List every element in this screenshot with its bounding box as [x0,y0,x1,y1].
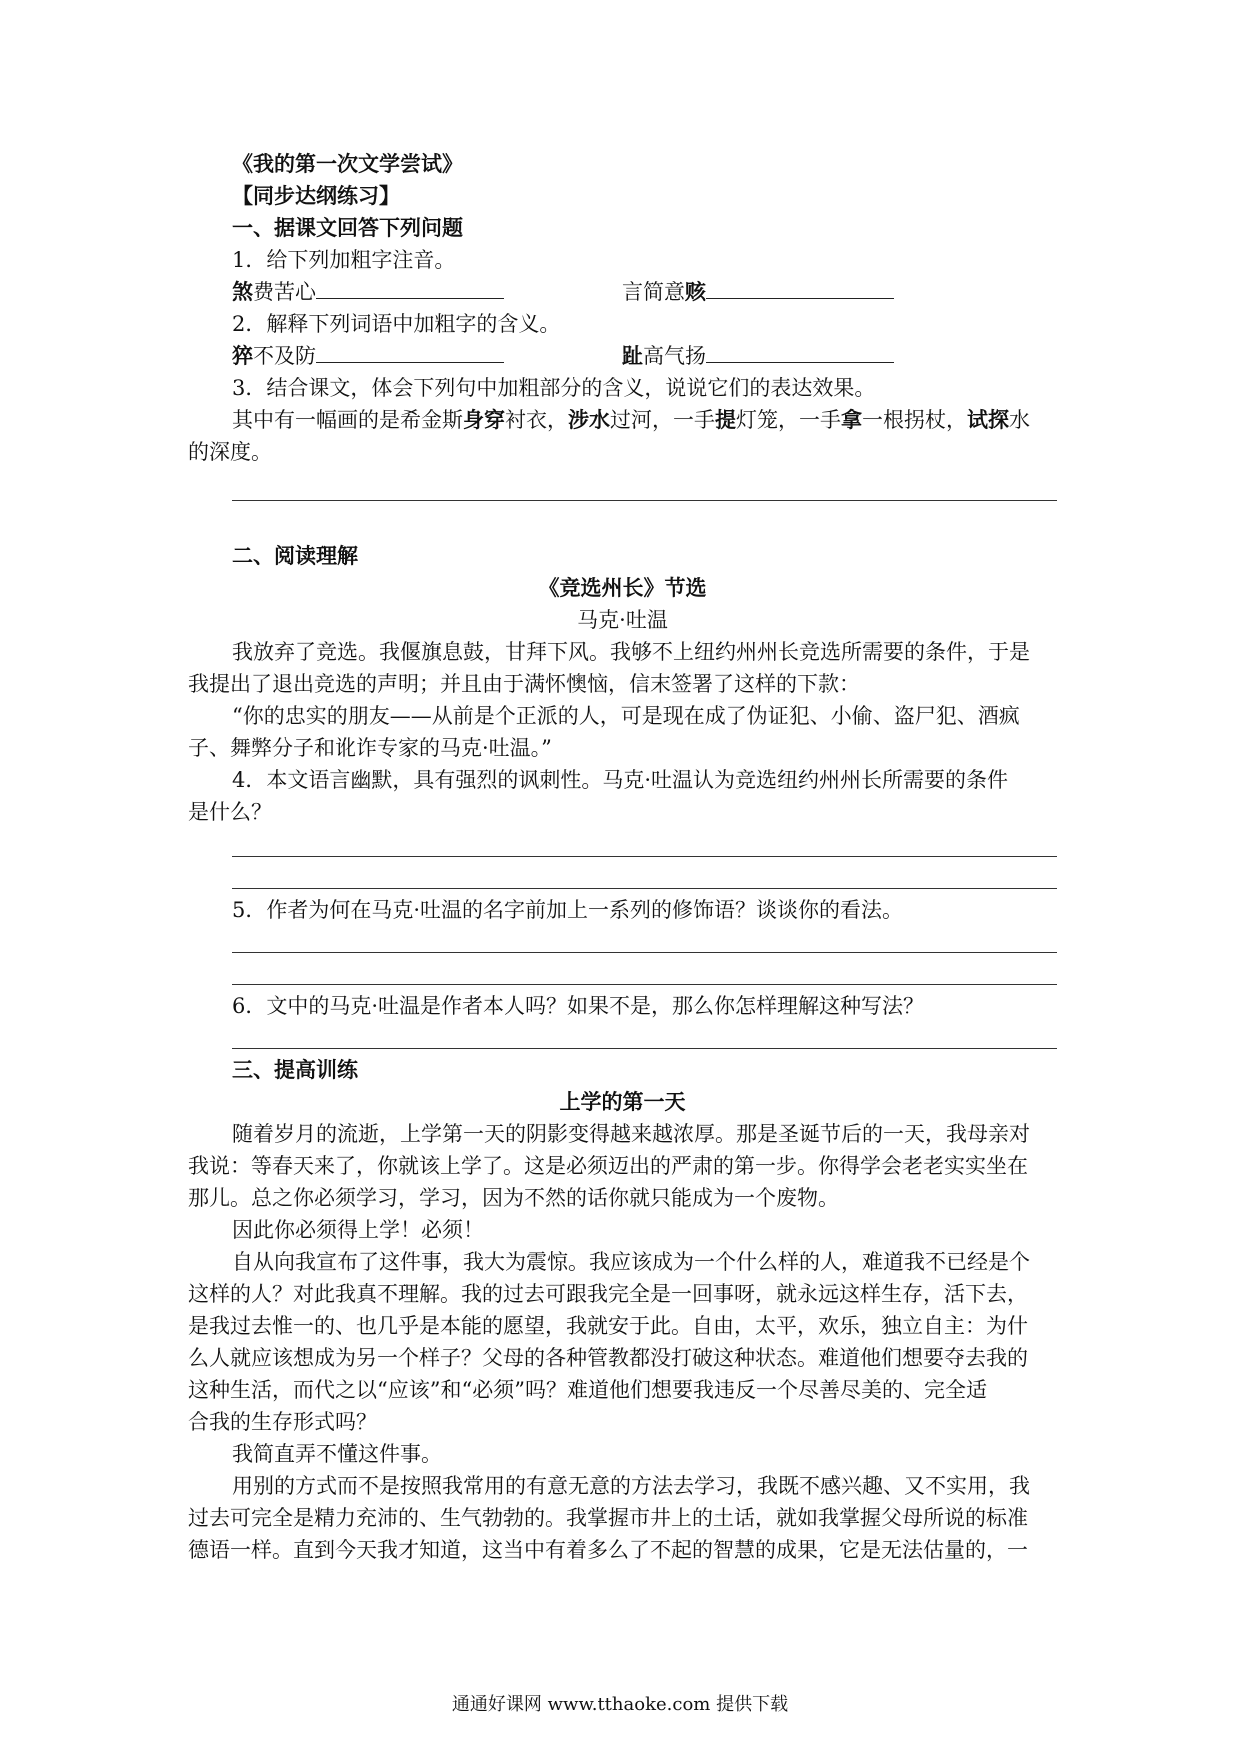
passage1-para1-line1: 我放弃了竞选。我偃旗息鼓，甘拜下风。我够不上纽约州州长竞选所需要的条件，于是 [232,640,1030,664]
q1-item2-answer-blank[interactable] [706,276,894,299]
q2-item1-bold: 猝 [232,343,253,368]
q4-answer-line-1[interactable] [232,856,1057,857]
passage2-title: 上学的第一天 [559,1089,686,1114]
passage2-line: 用别的方式而不是按照我常用的有意无意的方法去学习，我既不感兴趣、又不实用，我 [232,1474,1030,1498]
q2-item1-rest: 不及防 [253,344,316,368]
q5-answer-line-2[interactable] [232,984,1057,985]
passage2-line: 合我的生存形式吗？ [188,1410,377,1434]
q2-item1-answer-blank[interactable] [316,340,504,363]
q3-bold-text: 身穿 [463,407,505,432]
passage2-line: 随着岁月的流逝，上学第一天的阴影变得越来越浓厚。那是圣诞节后的一天，我母亲对 [232,1122,1030,1146]
q2-item2-rest: 高气扬 [643,344,706,368]
section3-heading: 三、提高训练 [232,1057,358,1082]
passage1-quote-line2: 子、舞弊分子和讹诈专家的马克·吐温。” [188,736,552,760]
question-4-line2: 是什么？ [188,800,272,824]
q1-item1-bold: 煞 [232,279,253,304]
q5-answer-line-1[interactable] [232,952,1057,953]
q3-text: 一根拐杖， [862,408,967,432]
passage2-line: 我说：等春天来了，你就该上学了。这是必须迈出的严肃的第一步。你得学会老老实实坐在 [188,1154,1028,1178]
section2-heading: 二、阅读理解 [232,543,358,568]
q1-item1-answer-blank[interactable] [316,276,504,299]
passage2-line: 过去可完全是精力充沛的、生气勃勃的。我掌握市井上的土话，就如我掌握父母所说的标准 [188,1506,1028,1530]
q6-answer-line[interactable] [232,1048,1057,1049]
q4-answer-line-2[interactable] [232,888,1057,889]
question-3: 3．结合课文，体会下列句中加粗部分的含义，说说它们的表达效果。 [232,376,876,400]
q3-bold-text: 提 [715,407,736,432]
q3-bold-text: 涉水 [568,407,610,432]
q3-text: 衬衣， [505,408,568,432]
passage1-para1-line2: 我提出了退出竞选的声明；并且由于满怀懊恼，信末签署了这样的下款： [188,672,860,696]
question-1: 1．给下列加粗字注音。 [232,248,456,272]
question-4-line1: 4．本文语言幽默，具有强烈的讽刺性。马克·吐温认为竞选纽约州州长所需要的条件 [232,768,1009,792]
passage1-author: 马克·吐温 [577,608,668,632]
section1-heading: 一、据课文回答下列问题 [232,215,463,240]
passage2-line: 这种生活，而代之以“应该”和“必须”吗？难道他们想要我违反一个尽善尽美的、完全适 [188,1378,987,1402]
q3-text: 灯笼，一手 [736,408,841,432]
q2-item2 [622,340,922,372]
passage2-line: 我简直弄不懂这件事。 [232,1442,442,1466]
passage2-line: 自从向我宣布了这件事，我大为震惊。我应该成为一个什么样的人，难道我不已经是个 [232,1250,1030,1274]
document-title: 《我的第一次文学尝试》 [232,151,463,176]
question-6: 6．文中的马克·吐温是作者本人吗？如果不是，那么你怎样理解这种写法？ [232,994,925,1018]
q1-item1-rest: 费苦心 [253,280,316,304]
q2-item2-answer-blank[interactable] [706,340,894,363]
q3-bold-text: 试探 [967,407,1009,432]
q2-item2-bold: 趾 [622,343,643,368]
passage2-line: 这样的人？对此我真不理解。我的过去可跟我完全是一回事呀，就永远这样生存，活下去， [188,1282,1028,1306]
passage2-line: 因此你必须得上学！必须！ [232,1218,484,1242]
passage2-line: 德语一样。直到今天我才知道，这当中有着多么了不起的智慧的成果，它是无法估量的，一 [188,1538,1028,1562]
q1-item2-bold: 赅 [685,279,706,304]
q3-sentence-line1 [232,404,1057,436]
passage1-quote-line1: “你的忠实的朋友——从前是个正派的人，可是现在成了伪证犯、小偷、盗尸犯、酒疯 [232,704,1020,728]
q3-bold-text: 拿 [841,407,862,432]
page-footer: 通通好课网 www.tthaoke.com 提供下载 [451,1694,789,1715]
q1-item2-pre: 言简意 [622,280,685,304]
q3-text: 过河，一手 [610,408,715,432]
exercise-heading: 【同步达纲练习】 [232,183,400,208]
q3-answer-line[interactable] [232,500,1057,501]
question-2: 2．解释下列词语中加粗字的含义。 [232,312,561,336]
q3-sentence-line2: 的深度。 [188,440,272,464]
passage2-line: 么人就应该想成为另一个样子？父母的各种管教都没打破这种状态。难道他们想要夺去我的 [188,1346,1028,1370]
passage2-line: 那儿。总之你必须学习，学习，因为不然的话你就只能成为一个废物。 [188,1186,839,1210]
passage2-line: 是我过去惟一的、也几乎是本能的愿望，我就安于此。自由，太平，欢乐，独立自主：为什 [188,1314,1028,1338]
q3-text: 水 [1009,408,1030,432]
question-5: 5．作者为何在马克·吐温的名字前加上一系列的修饰语？谈谈你的看法。 [232,898,904,922]
q3-text: 其中有一幅画的是希金斯 [232,408,463,432]
passage1-title: 《竞选州长》节选 [538,575,707,600]
q1-item2 [622,276,922,308]
